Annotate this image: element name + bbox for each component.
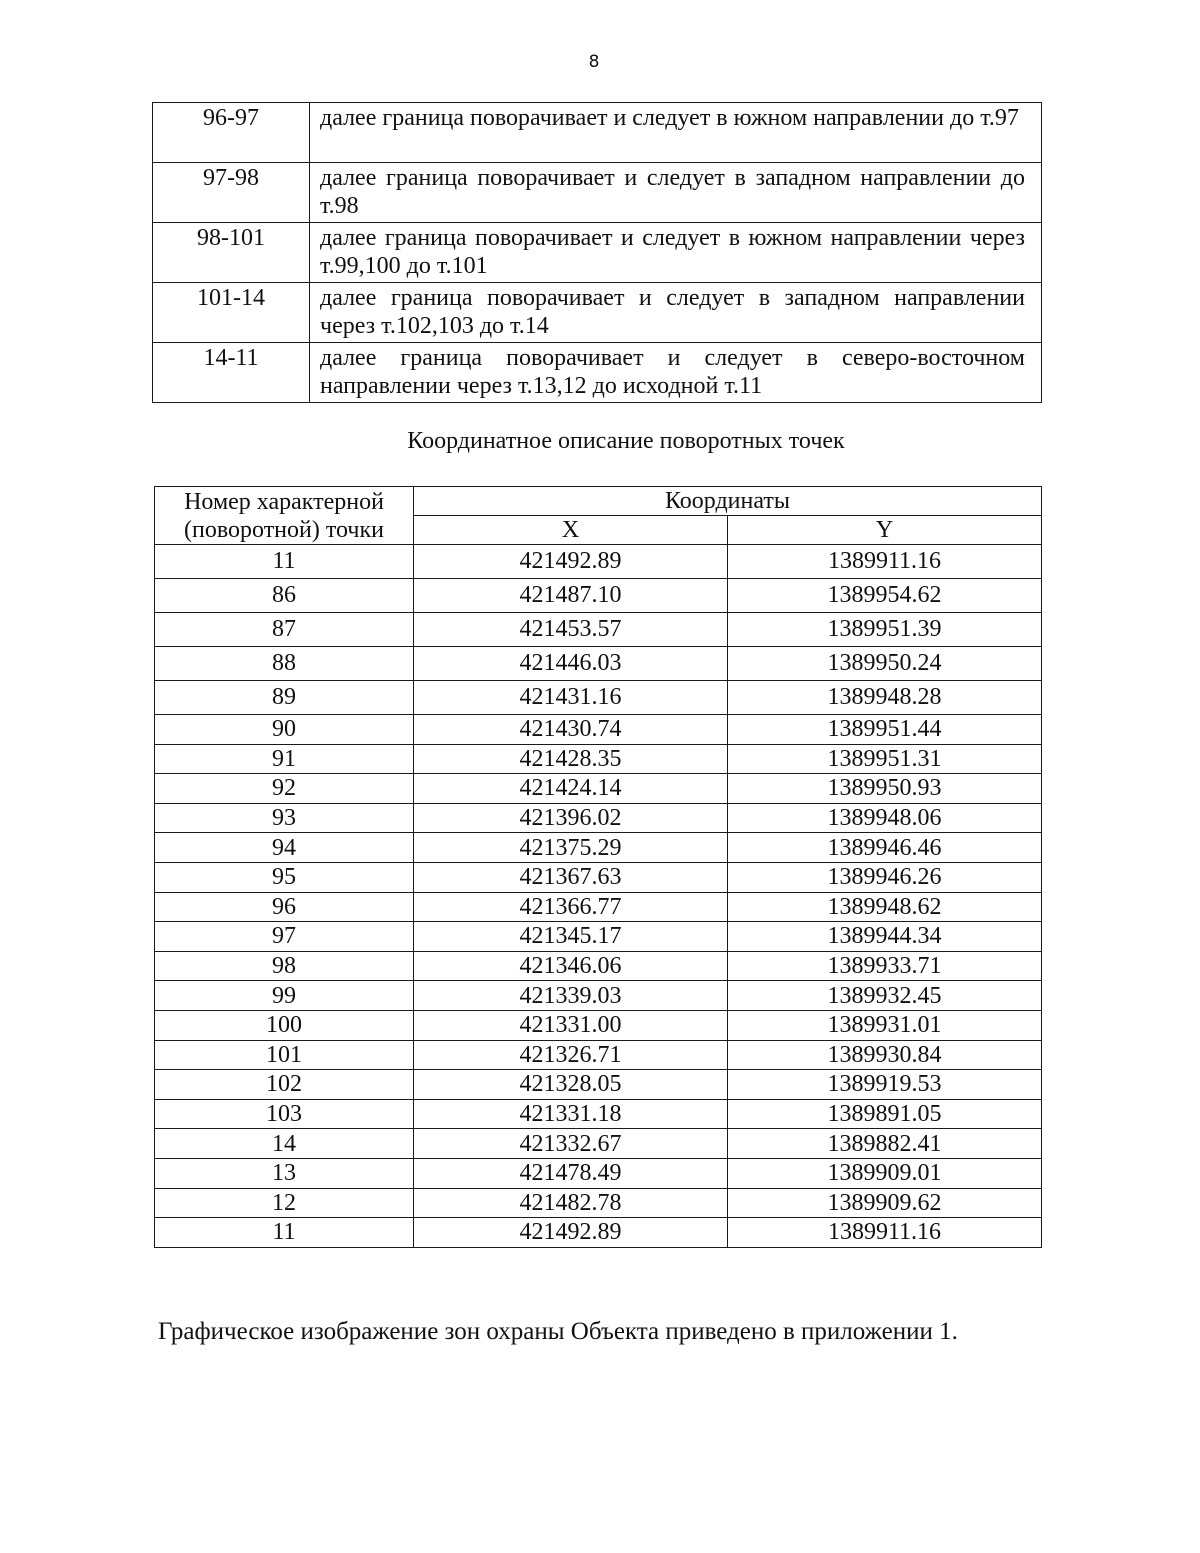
y-coordinate-cell: 1389891.05 bbox=[728, 1099, 1042, 1129]
description-cell: далее граница поворачивает и следует в северо-восточном направлении через т.13,12 до исходной т.11 bbox=[310, 343, 1042, 403]
point-number-cell: 96 bbox=[155, 892, 414, 922]
x-coordinate-cell: 421331.00 bbox=[414, 1010, 728, 1040]
footer-note: Графическое изображение зон охраны Объекта приведено в приложении 1. bbox=[158, 1318, 958, 1345]
x-coordinate-cell: 421430.74 bbox=[414, 715, 728, 745]
point-number-cell: 12 bbox=[155, 1188, 414, 1218]
x-coordinate-cell: 421396.02 bbox=[414, 803, 728, 833]
segment-cell: 97-98 bbox=[153, 163, 310, 223]
point-number-cell: 11 bbox=[155, 1218, 414, 1248]
boundary-description-table bbox=[152, 102, 1042, 403]
segment-cell: 98-101 bbox=[153, 223, 310, 283]
x-coordinate-cell: 421446.03 bbox=[414, 647, 728, 681]
point-number-cell: 90 bbox=[155, 715, 414, 745]
x-coordinate-cell: 421366.77 bbox=[414, 892, 728, 922]
point-number-cell: 87 bbox=[155, 613, 414, 647]
y-coordinate-cell: 1389951.44 bbox=[728, 715, 1042, 745]
table-row bbox=[155, 647, 1042, 681]
y-coordinate-cell: 1389909.01 bbox=[728, 1158, 1042, 1188]
y-coordinate-cell: 1389911.16 bbox=[728, 1218, 1042, 1248]
table-row bbox=[155, 803, 1042, 833]
point-number-cell: 91 bbox=[155, 744, 414, 774]
coordinates-table-body bbox=[155, 545, 1042, 1248]
table-row bbox=[155, 579, 1042, 613]
y-coordinate-cell: 1389948.28 bbox=[728, 681, 1042, 715]
point-number-cell: 13 bbox=[155, 1158, 414, 1188]
table-row bbox=[155, 1218, 1042, 1248]
point-number-cell: 94 bbox=[155, 833, 414, 863]
table-row bbox=[155, 833, 1042, 863]
x-coordinate-cell: 421328.05 bbox=[414, 1070, 728, 1100]
description-cell: далее граница поворачивает и следует в южном направлении через т.99,100 до т.101 bbox=[310, 223, 1042, 283]
y-coordinate-cell: 1389882.41 bbox=[728, 1129, 1042, 1159]
header-row bbox=[155, 487, 1042, 516]
x-coordinate-cell: 421367.63 bbox=[414, 862, 728, 892]
table-row bbox=[155, 613, 1042, 647]
y-coordinate-cell: 1389931.01 bbox=[728, 1010, 1042, 1040]
x-coordinate-cell: 421345.17 bbox=[414, 922, 728, 952]
x-coordinate-cell: 421492.89 bbox=[414, 1218, 728, 1248]
table-row bbox=[155, 681, 1042, 715]
point-number-cell: 89 bbox=[155, 681, 414, 715]
table-row bbox=[155, 1158, 1042, 1188]
description-cell: далее граница поворачивает и следует в южном направлении до т.97 bbox=[310, 103, 1042, 163]
x-coordinate-cell: 421482.78 bbox=[414, 1188, 728, 1218]
y-coordinate-cell: 1389948.62 bbox=[728, 892, 1042, 922]
table-row bbox=[155, 922, 1042, 952]
description-cell: далее граница поворачивает и следует в западном направлении до т.98 bbox=[310, 163, 1042, 223]
y-coordinate-cell: 1389944.34 bbox=[728, 922, 1042, 952]
y-coordinate-cell: 1389950.24 bbox=[728, 647, 1042, 681]
y-coordinate-cell: 1389946.26 bbox=[728, 862, 1042, 892]
x-coordinate-cell: 421424.14 bbox=[414, 774, 728, 804]
table-row bbox=[155, 1129, 1042, 1159]
point-number-cell: 101 bbox=[155, 1040, 414, 1070]
x-coordinate-cell: 421492.89 bbox=[414, 545, 728, 579]
point-number-cell: 14 bbox=[155, 1129, 414, 1159]
table-row bbox=[155, 1099, 1042, 1129]
segment-cell: 14-11 bbox=[153, 343, 310, 403]
x-coordinate-cell: 421331.18 bbox=[414, 1099, 728, 1129]
segment-cell: 96-97 bbox=[153, 103, 310, 163]
y-coordinate-cell: 1389911.16 bbox=[728, 545, 1042, 579]
x-coordinate-cell: 421428.35 bbox=[414, 744, 728, 774]
page-number: 8 bbox=[588, 52, 600, 72]
point-number-cell: 102 bbox=[155, 1070, 414, 1100]
x-coordinate-cell: 421453.57 bbox=[414, 613, 728, 647]
y-coordinate-cell: 1389930.84 bbox=[728, 1040, 1042, 1070]
x-coordinate-cell: 421339.03 bbox=[414, 981, 728, 1011]
table-row bbox=[155, 892, 1042, 922]
x-coordinate-cell: 421487.10 bbox=[414, 579, 728, 613]
y-coordinate-cell: 1389919.53 bbox=[728, 1070, 1042, 1100]
y-coordinate-cell: 1389946.46 bbox=[728, 833, 1042, 863]
table-row bbox=[155, 1010, 1042, 1040]
segment-cell: 101-14 bbox=[153, 283, 310, 343]
point-number-cell: 103 bbox=[155, 1099, 414, 1129]
y-coordinate-cell: 1389950.93 bbox=[728, 774, 1042, 804]
coordinates-table bbox=[154, 486, 1042, 1248]
table-row bbox=[155, 951, 1042, 981]
y-coordinate-cell: 1389909.62 bbox=[728, 1188, 1042, 1218]
table-row bbox=[153, 343, 1042, 403]
table-row bbox=[155, 862, 1042, 892]
point-number-cell: 88 bbox=[155, 647, 414, 681]
x-coordinate-cell: 421332.67 bbox=[414, 1129, 728, 1159]
coordinates-header: Координаты bbox=[414, 487, 1042, 516]
x-coordinate-cell: 421431.16 bbox=[414, 681, 728, 715]
table-row bbox=[153, 283, 1042, 343]
y-coordinate-cell: 1389954.62 bbox=[728, 579, 1042, 613]
table-row bbox=[155, 981, 1042, 1011]
table-row bbox=[155, 744, 1042, 774]
x-coordinate-cell: 421375.29 bbox=[414, 833, 728, 863]
table-row bbox=[155, 545, 1042, 579]
point-number-cell: 97 bbox=[155, 922, 414, 952]
x-coordinate-cell: 421478.49 bbox=[414, 1158, 728, 1188]
point-number-cell: 99 bbox=[155, 981, 414, 1011]
y-coordinate-cell: 1389933.71 bbox=[728, 951, 1042, 981]
point-number-cell: 92 bbox=[155, 774, 414, 804]
y-coordinate-cell: 1389932.45 bbox=[728, 981, 1042, 1011]
table-row bbox=[155, 1188, 1042, 1218]
point-number-cell: 11 bbox=[155, 545, 414, 579]
table-row bbox=[155, 1070, 1042, 1100]
table-row bbox=[153, 223, 1042, 283]
coordinates-section-title: Координатное описание поворотных точек bbox=[407, 428, 845, 454]
table-row bbox=[153, 103, 1042, 163]
y-header: Y bbox=[728, 516, 1042, 545]
x-coordinate-cell: 421346.06 bbox=[414, 951, 728, 981]
x-coordinate-cell: 421326.71 bbox=[414, 1040, 728, 1070]
point-number-cell: 98 bbox=[155, 951, 414, 981]
table-row bbox=[155, 1040, 1042, 1070]
point-number-cell: 100 bbox=[155, 1010, 414, 1040]
y-coordinate-cell: 1389951.39 bbox=[728, 613, 1042, 647]
table-row bbox=[153, 163, 1042, 223]
point-number-cell: 93 bbox=[155, 803, 414, 833]
y-coordinate-cell: 1389948.06 bbox=[728, 803, 1042, 833]
x-header: X bbox=[414, 516, 728, 545]
point-number-cell: 95 bbox=[155, 862, 414, 892]
y-coordinate-cell: 1389951.31 bbox=[728, 744, 1042, 774]
description-cell: далее граница поворачивает и следует в западном направлении через т.102,103 до т.14 bbox=[310, 283, 1042, 343]
table-row bbox=[155, 715, 1042, 745]
table-row bbox=[155, 774, 1042, 804]
point-number-cell: 86 bbox=[155, 579, 414, 613]
point-number-header: Номер характерной (поворотной) точки bbox=[155, 487, 414, 545]
